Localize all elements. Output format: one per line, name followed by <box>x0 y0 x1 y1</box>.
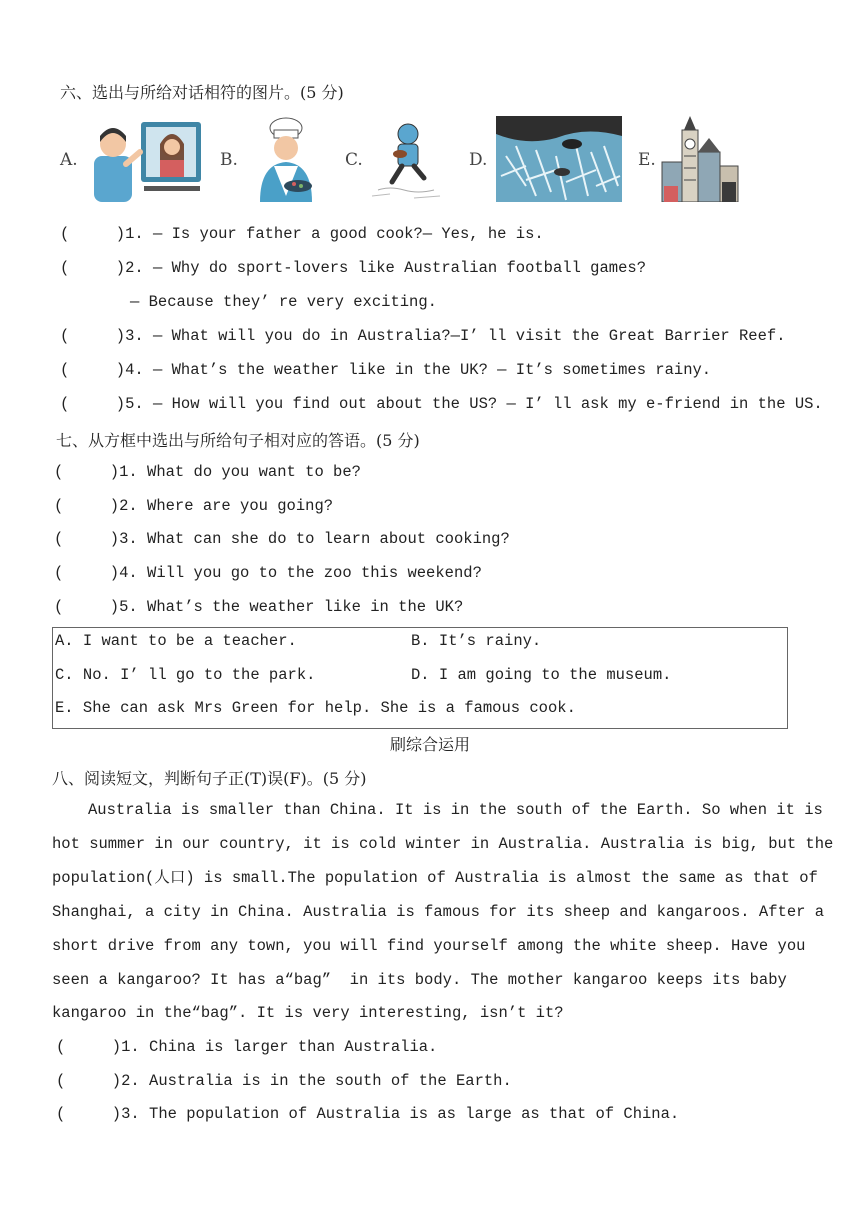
option-c: C. No. I’ ll go to the park. <box>55 666 316 684</box>
picture-label-e: E. <box>638 150 656 170</box>
picture-label-b: B. <box>220 150 238 170</box>
option-a: A. I want to be a teacher. <box>55 632 297 650</box>
answer-options-box <box>52 627 788 729</box>
option-d: D. I am going to the museum. <box>411 666 672 684</box>
s6-question-4: ( )4. — What’s the weather like in the UK? — It’s sometimes rainy. <box>60 361 712 379</box>
football-player-picture-icon <box>370 116 446 202</box>
video-call-picture-icon <box>86 116 204 202</box>
picture-label-c: C. <box>345 150 363 170</box>
section7-title: 七、从方框中选出与所给句子相对应的答语。(5 分) <box>56 431 420 450</box>
picture-label-a: A. <box>60 150 78 170</box>
s6-question-3: ( )3. — What will you do in Australia?—I’ ll visit the Great Barrier Reef. <box>60 327 786 345</box>
passage-line-3: population(人口) is small.The population of Australia is almost the same as that of <box>52 869 818 887</box>
s7-question-4: ( )4. Will you go to the zoo this weekend? <box>54 564 482 582</box>
s6-question-2: ( )2. — Why do sport-lovers like Australian football games? <box>60 259 646 277</box>
section6-title: 六、选出与所给对话相符的图片。(5 分) <box>60 83 344 102</box>
picture-row <box>60 116 760 206</box>
s8-question-3: ( )3. The population of Australia is as large as that of China. <box>56 1105 680 1123</box>
s6-question-1: ( )1. — Is your father a good cook?— Yes, he is. <box>60 225 544 243</box>
passage-line-1: Australia is smaller than China. It is in the south of the Earth. So when it is <box>88 801 823 819</box>
picture-label-d: D. <box>469 150 488 170</box>
passage-line-6: seen a kangaroo? It has a“bag” in its body. The mother kangaroo keeps its baby <box>52 971 787 989</box>
s7-question-5: ( )5. What’s the weather like in the UK? <box>54 598 464 616</box>
s7-question-2: ( )2. Where are you going? <box>54 497 334 515</box>
s8-question-2: ( )2. Australia is in the south of the Earth. <box>56 1072 512 1090</box>
option-e: E. She can ask Mrs Green for help. She is a famous cook. <box>55 699 576 717</box>
coral-reef-fish-picture-icon <box>496 116 622 202</box>
passage-line-7: kangaroo in the“bag”. It is very interesting, isn’t it? <box>52 1004 564 1022</box>
s7-question-3: ( )3. What can she do to learn about cooking? <box>54 530 510 548</box>
big-ben-london-picture-icon <box>660 116 740 202</box>
s6-question-5: ( )5. — How will you find out about the US? — I’ ll ask my e-friend in the US. <box>60 395 823 413</box>
chef-cooking-picture-icon <box>244 116 328 202</box>
section8-title: 八、阅读短文，判断句子正(T)误(F)。(5 分) <box>52 769 367 788</box>
passage-line-4: Shanghai, a city in China. Australia is famous for its sheep and kangaroos. After a <box>52 903 825 921</box>
s6-question-2-answer: — Because they’ re very exciting. <box>130 293 437 311</box>
s8-question-1: ( )1. China is larger than Australia. <box>56 1038 438 1056</box>
passage-line-2: hot summer in our country, it is cold winter in Australia. Australia is big, but the <box>52 835 834 853</box>
passage-line-5: short drive from any town, you will find yourself among the white sheep. Have you <box>52 937 806 955</box>
section-heading: 刷综合运用 <box>389 735 470 754</box>
option-b: B. It’s rainy. <box>411 632 542 650</box>
s7-question-1: ( )1. What do you want to be? <box>54 463 361 481</box>
